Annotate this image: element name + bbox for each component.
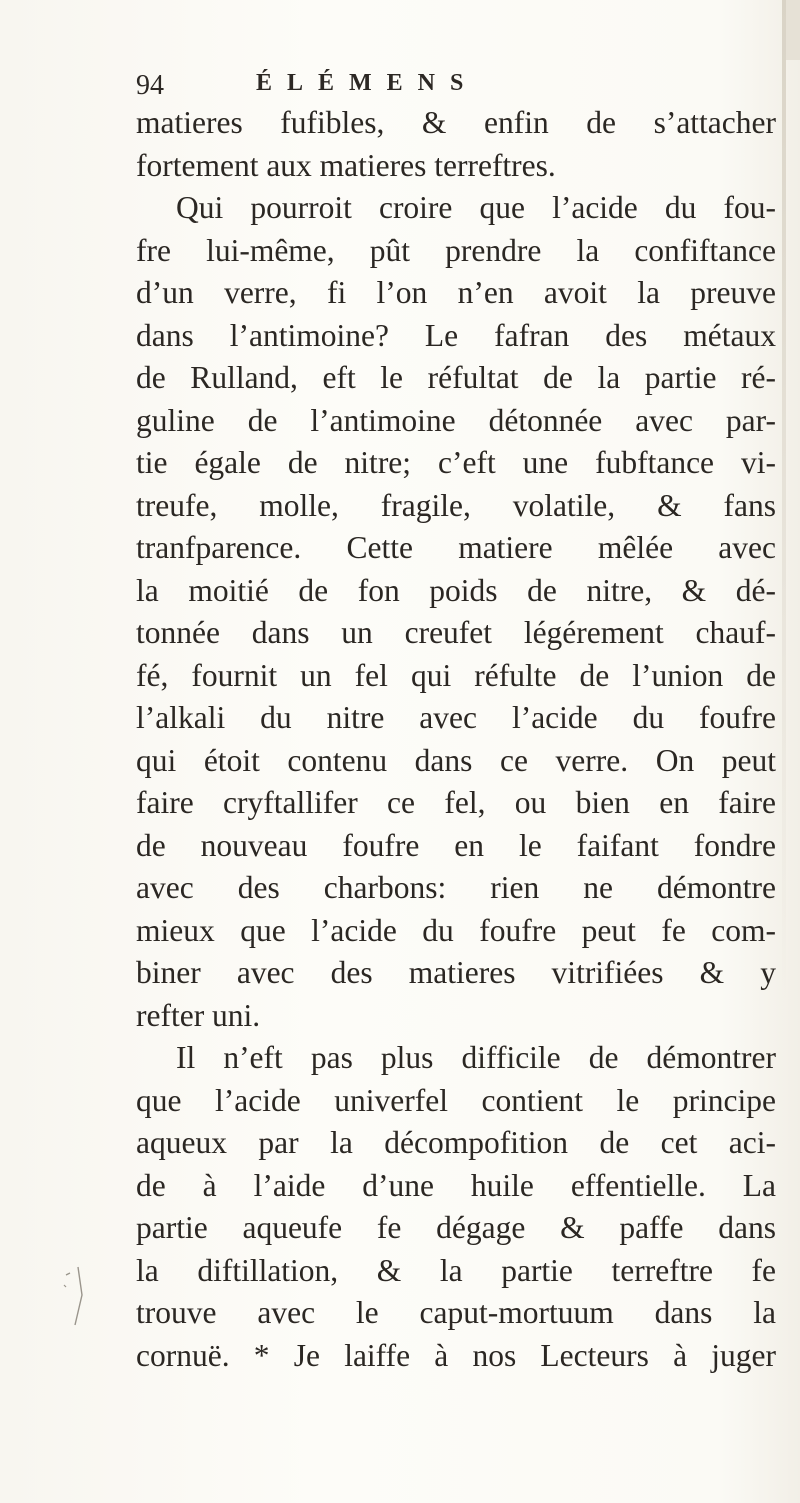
text-line: avec des charbons: rien ne démontre — [136, 870, 776, 905]
text-line: tonnée dans un creufet légérement chauf- — [136, 615, 776, 650]
text-line: faire cryftallifer ce fel, ou bien en faire — [136, 785, 776, 820]
text-line: d’un verre, fi l’on n’en avoit la preuve — [136, 275, 776, 310]
text-line: de nouveau foufre en le faifant fondre — [136, 827, 776, 863]
text-line: dans l’antimoine? Le fafran des métaux — [136, 317, 776, 353]
text-line: Il n’eft pas plus difficile de démontrer — [176, 1040, 776, 1075]
text-line: Qui pourroit croire que l’acide du fou- — [176, 190, 776, 225]
text-line: mieux que l’acide du foufre peut fe com- — [136, 912, 776, 948]
text-line: de Rulland, eft le réfultat de la partie ré- — [136, 360, 776, 395]
text-line: de à l’aide d’une huile effentielle. La — [136, 1167, 776, 1203]
text-line: fé, fournit un fel qui réfulte de l’union de — [136, 657, 776, 693]
text-line: trouve avec le caput-mortuum dans la — [136, 1295, 776, 1330]
text-line: tranfparence. Cette matiere mêlée avec — [136, 530, 776, 565]
text-line: guline de l’antimoine détonnée avec par- — [136, 402, 776, 438]
text-line: qui étoit contenu dans ce verre. On peut — [136, 742, 776, 778]
text-line: refter uni. — [136, 997, 261, 1033]
text-line: aqueux par la décompofition de cet aci- — [136, 1125, 776, 1160]
page-number: 94 — [136, 70, 164, 101]
body-text — [136, 102, 776, 1377]
page-edge-shadow — [782, 0, 786, 1000]
text-line: partie aqueufe fe dégage & paffe dans — [136, 1210, 776, 1245]
text-line: tie égale de nitre; c’eft une fubftance vi- — [136, 445, 776, 480]
text-line: que l’acide univerfel contient le principe — [136, 1082, 776, 1118]
text-line: fortement aux matieres terreftres. — [136, 147, 556, 183]
text-line: cornuë. * Je laiffe à nos Lecteurs à juger — [136, 1337, 776, 1373]
text-line: biner avec des matieres vitrifiées & y — [136, 955, 776, 990]
running-title: ÉLÉMENS — [256, 70, 479, 96]
text-line: la diftillation, & la partie terreftre fe — [136, 1252, 776, 1288]
text-line: fre lui-même, pût prendre la confiftance — [136, 232, 776, 268]
margin-scribble — [60, 1215, 90, 1335]
text-line: la moitié de fon poids de nitre, & dé- — [136, 572, 776, 608]
page-header — [136, 70, 756, 106]
text-line: treufe, molle, fragile, volatile, & fans — [136, 487, 776, 523]
text-line: l’alkali du nitre avec l’acide du foufre — [136, 700, 776, 735]
text-line: matieres fufibles, & enfin de s’attacher — [136, 105, 776, 140]
